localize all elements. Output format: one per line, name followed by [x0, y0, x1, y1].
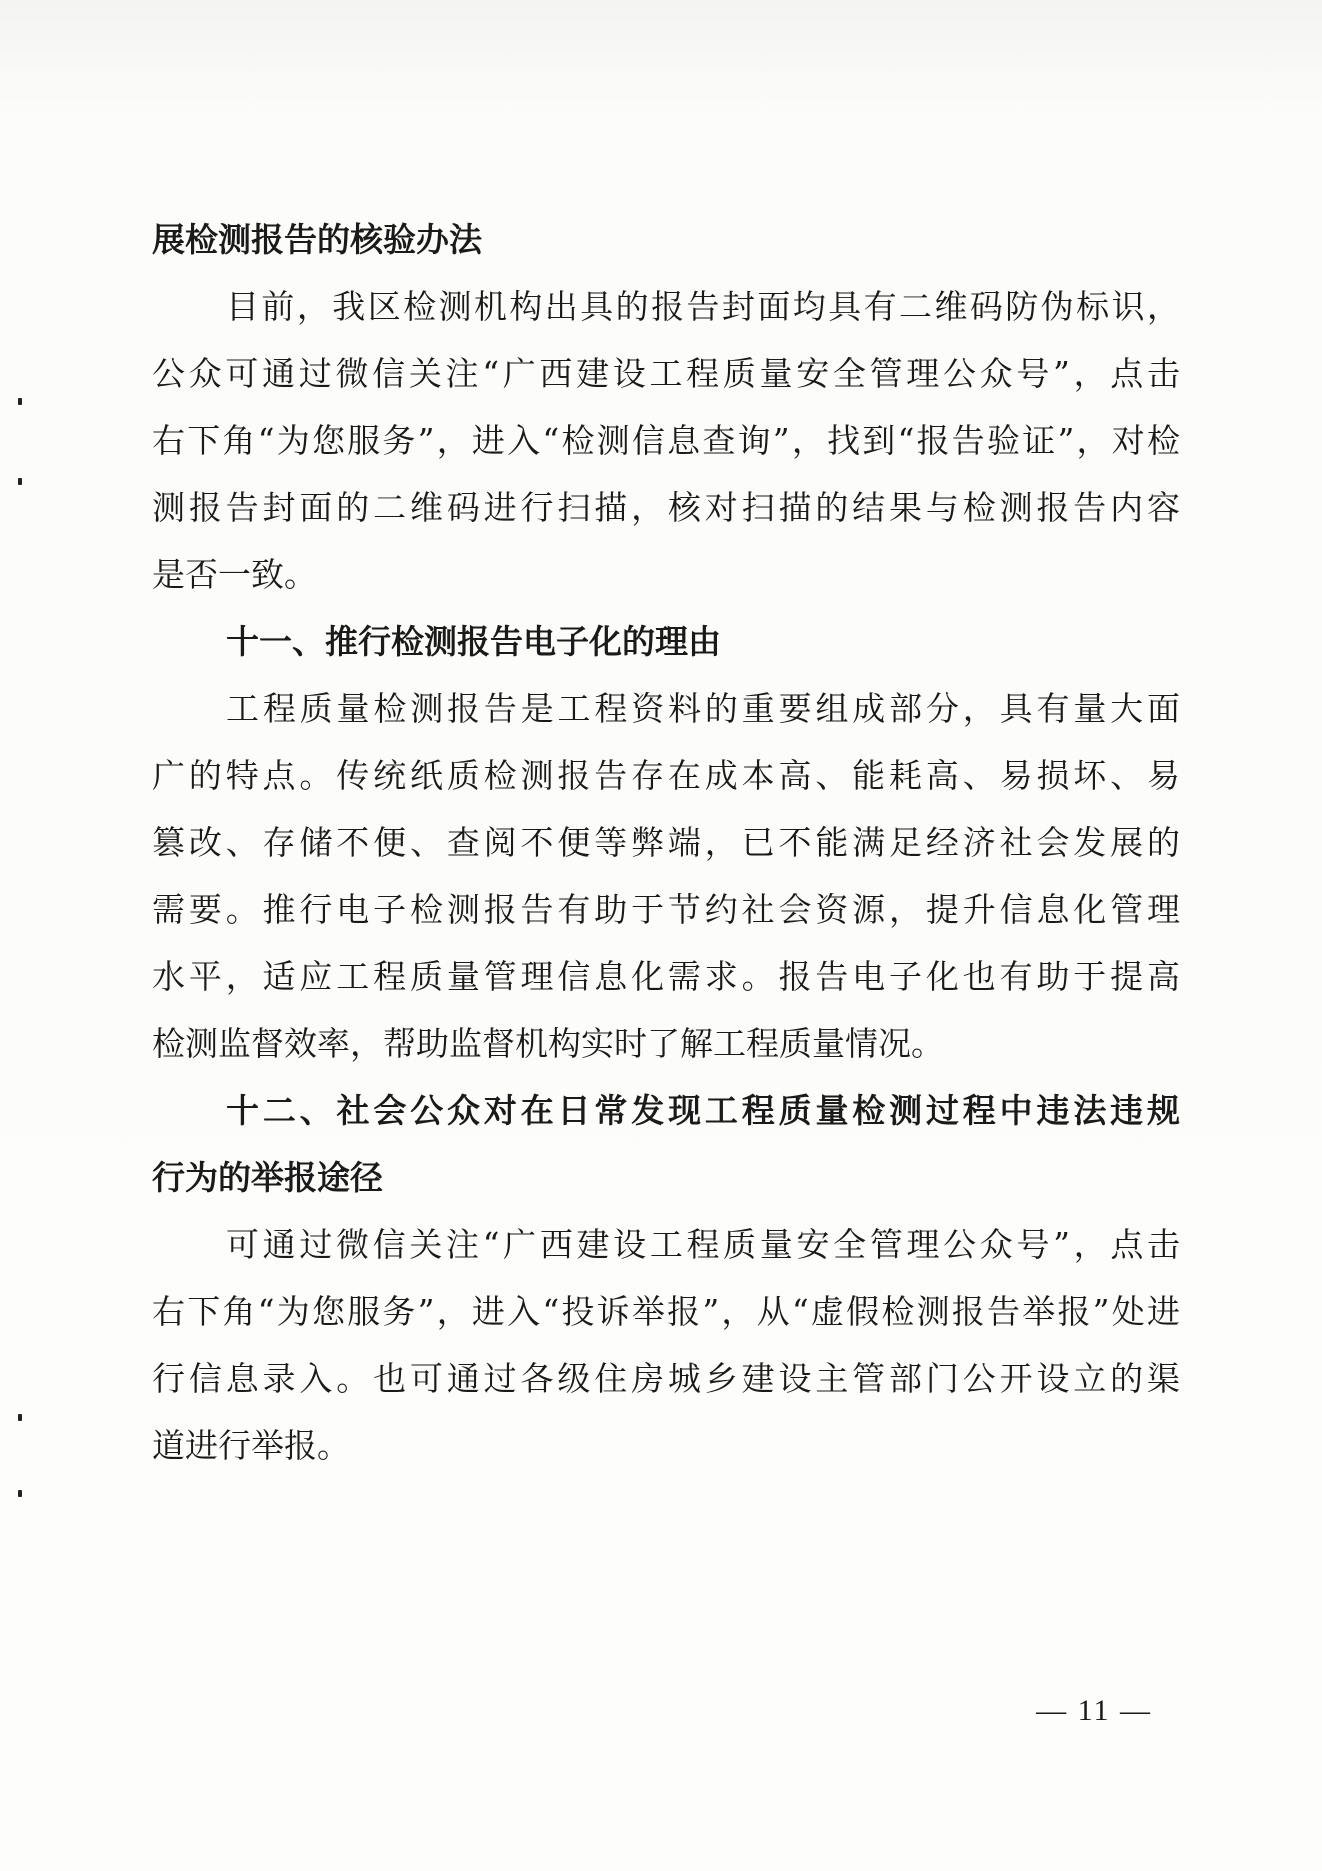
binding-hole-mark — [18, 478, 22, 485]
text-line: 测报告封面的二维码进行扫描，核对扫描的结果与检测报告内容 — [152, 488, 1180, 527]
document-body — [152, 206, 1180, 1479]
page-number: — 11 — — [1036, 1694, 1152, 1727]
binding-hole-mark — [18, 1490, 22, 1497]
text-line: 广的特点。传统纸质检测报告存在成本高、能耗高、易损坏、易 — [152, 756, 1180, 795]
text-line: 公众可通过微信关注“广西建设工程质量安全管理公众号”，点击 — [152, 354, 1180, 393]
text-line: 需要。推行电子检测报告有助于节约社会资源，提升信息化管理 — [152, 890, 1180, 929]
text-line: 道进行举报。 — [152, 1426, 350, 1465]
binding-hole-mark — [18, 398, 22, 405]
section-heading: 行为的举报途径 — [152, 1158, 383, 1197]
binding-hole-mark — [18, 1414, 22, 1421]
text-line: 目前，我区检测机构出具的报告封面均具有二维码防伪标识， — [226, 287, 1180, 326]
section-heading: 十二、社会公众对在日常发现工程质量检测过程中违法违规 — [226, 1091, 1180, 1130]
text-line: 展检测报告的核验办法 — [152, 220, 482, 259]
text-line: 可通过微信关注“广西建设工程质量安全管理公众号”，点击 — [226, 1225, 1180, 1264]
section-heading: 十一、推行检测报告电子化的理由 — [226, 622, 721, 661]
text-line: 右下角“为您服务”，进入“检测信息查询”，找到“报告验证”，对检 — [152, 421, 1180, 460]
text-line: 是否一致。 — [152, 555, 317, 594]
text-line: 右下角“为您服务”，进入“投诉举报”，从“虚假检测报告举报”处进 — [152, 1292, 1180, 1331]
text-line: 水平，适应工程质量管理信息化需求。报告电子化也有助于提高 — [152, 957, 1180, 996]
text-line: 篡改、存储不便、查阅不便等弊端，已不能满足经济社会发展的 — [152, 823, 1180, 862]
text-line: 行信息录入。也可通过各级住房城乡建设主管部门公开设立的渠 — [152, 1359, 1180, 1398]
text-line: 检测监督效率，帮助监督机构实时了解工程质量情况。 — [152, 1024, 944, 1063]
text-line: 工程质量检测报告是工程资料的重要组成部分，具有量大面 — [226, 689, 1180, 728]
